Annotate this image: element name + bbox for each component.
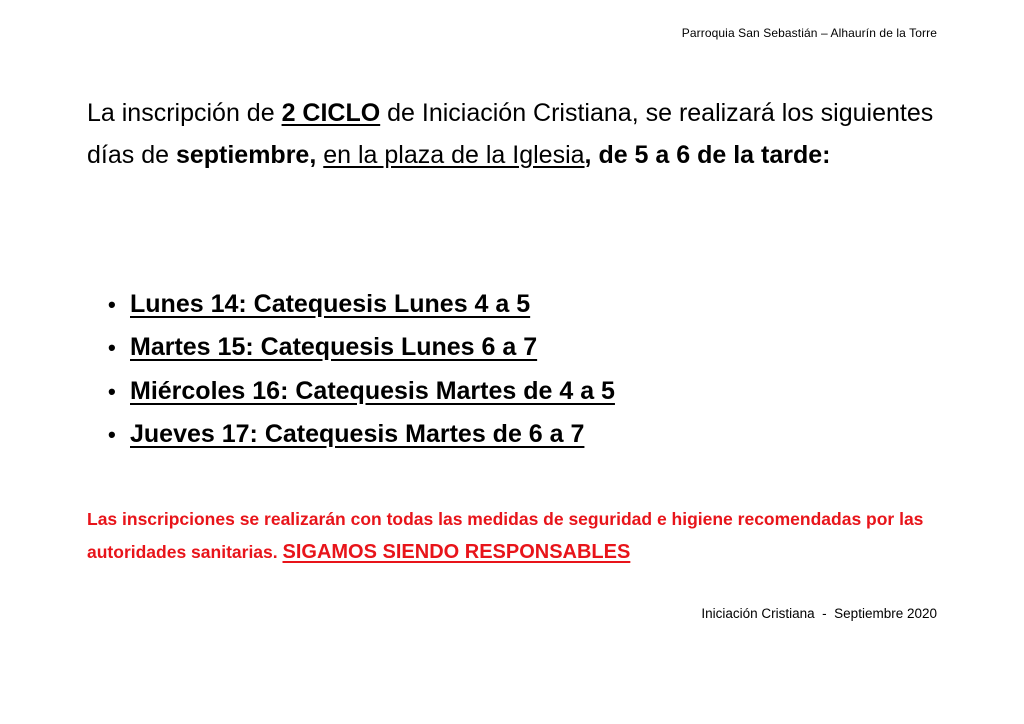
bullet-icon: • xyxy=(108,421,116,447)
intro-text-2: de Iniciación Cristiana, se realizará los siguientes días de xyxy=(87,99,934,169)
bullet-icon: • xyxy=(108,378,116,404)
bullet-icon: • xyxy=(108,292,116,317)
bullet-icon: • xyxy=(108,335,116,361)
month-label: septiembre, xyxy=(175,141,317,169)
schedule-item-label: Miércoles 16: Catequesis Martes de 4 a 5 xyxy=(130,376,615,405)
safety-notice-text: Las inscripciones se realizarán con todas las medidas de seguridad e higiene recomendadas por las autoridades sanitarias. xyxy=(87,509,924,562)
schedule-item xyxy=(108,326,615,369)
place-label: en la plaza de la Iglesia xyxy=(323,141,585,169)
schedule-item-label: Jueves 17: Catequesis Martes de 6 a 7 xyxy=(130,419,585,448)
schedule-item-label: Lunes 14: Catequesis Lunes 4 a 5 xyxy=(130,290,531,318)
schedule-list xyxy=(108,283,615,456)
time-label: , de 5 a 6 de la tarde: xyxy=(584,141,831,169)
parish-header: Parroquia San Sebastián – Alhaurín de la Torre xyxy=(681,26,937,40)
intro-paragraph xyxy=(87,92,947,176)
schedule-item xyxy=(108,283,615,326)
footer-text: Iniciación Cristiana - Septiembre 2020 xyxy=(701,606,937,621)
schedule-item xyxy=(108,370,615,413)
responsibility-slogan: SIGAMOS SIENDO RESPONSABLES xyxy=(282,541,631,563)
intro-text-1: La inscripción de xyxy=(87,99,282,127)
safety-notice xyxy=(87,503,967,569)
schedule-item xyxy=(108,413,615,456)
cycle-label: 2 CICLO xyxy=(281,99,381,127)
schedule-item-label: Martes 15: Catequesis Lunes 6 a 7 xyxy=(130,333,538,362)
